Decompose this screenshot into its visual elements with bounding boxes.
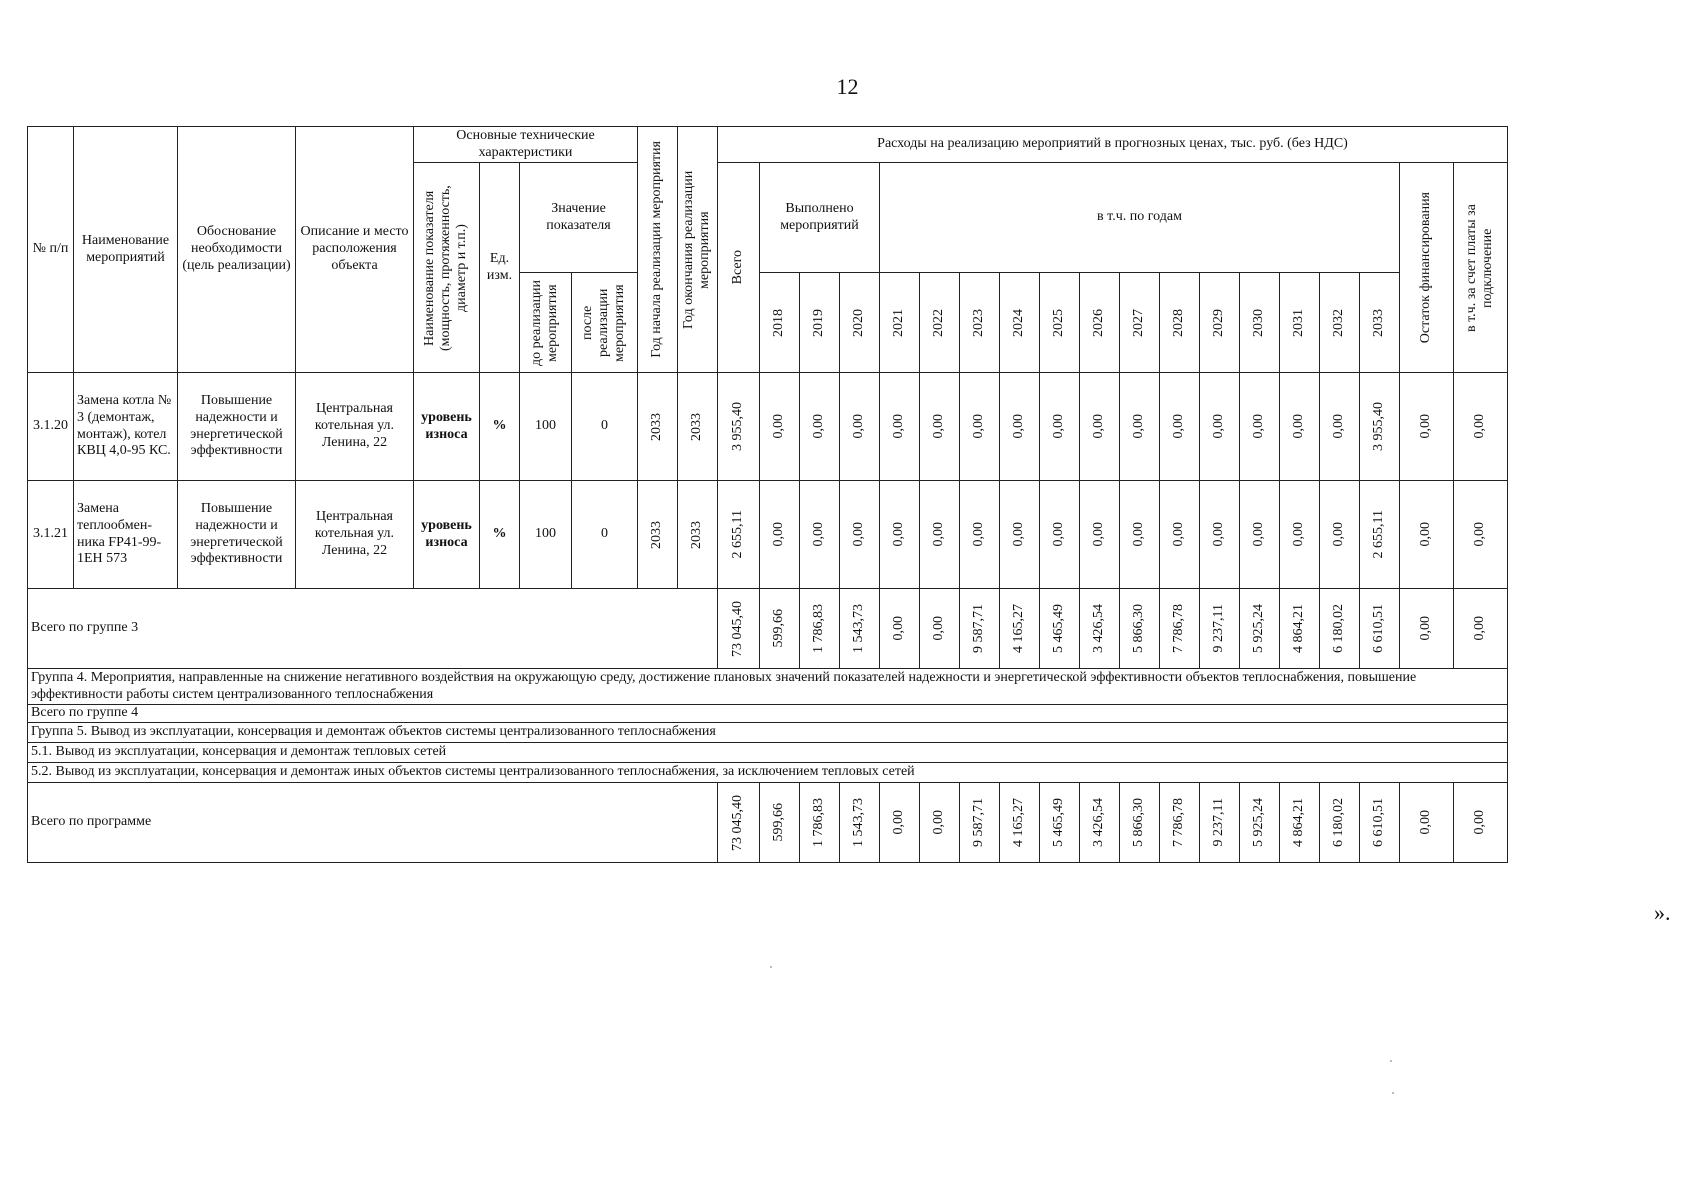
total-year-value: 7 786,78: [1160, 589, 1200, 669]
header-remaining: Остаток финансирования: [1400, 163, 1454, 373]
row-total: 2 655,11: [718, 481, 760, 589]
total-year-value: 599,66: [760, 589, 800, 669]
row-start-year: 2033: [638, 481, 678, 589]
header-justification: Обоснование необходимости (цель реализации): [178, 127, 296, 373]
row-year-value: 0,00: [1240, 481, 1280, 589]
header-num: № п/п: [28, 127, 74, 373]
header-year-2022: 2022: [920, 273, 960, 373]
group3-total-row: [28, 589, 1508, 669]
total-year-value: 0,00: [880, 589, 920, 669]
program-total-row: [28, 783, 1508, 863]
header-year-2032: 2032: [1320, 273, 1360, 373]
row-start-year: 2033: [638, 373, 678, 481]
header-after: после реализации мероприятия: [572, 273, 638, 373]
header-year-2033: 2033: [1360, 273, 1400, 373]
row-year-value: 3 955,40: [1360, 373, 1400, 481]
row-name: Замена теплообмен-ника FP41-99-1EH 573: [74, 481, 178, 589]
investment-program-table: [27, 126, 1508, 863]
total-label: Всего по программе: [28, 783, 718, 863]
total-value: 73 045,40: [718, 589, 760, 669]
group5-1: 5.1. Вывод из эксплуатации, консервация и демонтаж тепловых сетей: [28, 743, 1508, 763]
header-year-2024: 2024: [1000, 273, 1040, 373]
row-total: 3 955,40: [718, 373, 760, 481]
header-year-2023: 2023: [960, 273, 1000, 373]
total-connection-fee: 0,00: [1454, 589, 1508, 669]
total-year-value: 5 925,24: [1240, 783, 1280, 863]
closing-quote: ».: [1654, 900, 1671, 925]
total-year-value: 4 165,27: [1000, 589, 1040, 669]
header-unit: Ед. изм.: [480, 163, 520, 373]
total-year-value: 3 426,54: [1080, 589, 1120, 669]
table-row: [28, 373, 1508, 481]
header-start-year: Год начала реализации мероприятия: [638, 127, 678, 373]
row-justification: Повышение надежности и энергетической эффективности: [178, 373, 296, 481]
row-after: 0: [572, 481, 638, 589]
row-year-value: 0,00: [1200, 481, 1240, 589]
row-year-value: 0,00: [920, 373, 960, 481]
total-year-value: 5 465,49: [1040, 589, 1080, 669]
total-year-value: 1 543,73: [840, 589, 880, 669]
total-value: 73 045,40: [718, 783, 760, 863]
header-done: Выполнено мероприятий: [760, 163, 880, 273]
row-year-value: 0,00: [1040, 481, 1080, 589]
row-location: Центральная котельная ул. Ленина, 22: [296, 373, 414, 481]
row-year-value: 0,00: [1320, 481, 1360, 589]
total-year-value: 0,00: [920, 783, 960, 863]
row-location: Центральная котельная ул. Ленина, 22: [296, 481, 414, 589]
scan-speck: [770, 966, 772, 968]
row-justification: Повышение надежности и энергетической эффективности: [178, 481, 296, 589]
header-year-2025: 2025: [1040, 273, 1080, 373]
total-year-value: 5 866,30: [1120, 589, 1160, 669]
row-year-value: 0,00: [1200, 373, 1240, 481]
total-year-value: 0,00: [920, 589, 960, 669]
total-year-value: 3 426,54: [1080, 783, 1120, 863]
row-end-year: 2033: [678, 481, 718, 589]
header-year-2019: 2019: [800, 273, 840, 373]
header-year-2026: 2026: [1080, 273, 1120, 373]
header-name: Наименование мероприятий: [74, 127, 178, 373]
header-indicator-name: Наименование показателя (мощность, протяженность, диаметр и т.п.): [414, 163, 480, 373]
group5-title: Группа 5. Вывод из эксплуатации, консервация и демонтаж объектов системы централизованного теплоснабжения: [28, 723, 1508, 743]
row-unit: %: [480, 481, 520, 589]
row-year-value: 0,00: [1080, 481, 1120, 589]
row-year-value: 0,00: [1280, 373, 1320, 481]
total-year-value: 5 465,49: [1040, 783, 1080, 863]
row-year-value: 0,00: [880, 373, 920, 481]
total-year-value: 599,66: [760, 783, 800, 863]
total-year-value: 9 237,11: [1200, 589, 1240, 669]
row-year-value: 0,00: [960, 481, 1000, 589]
row-year-value: 0,00: [760, 373, 800, 481]
row-year-value: 0,00: [1320, 373, 1360, 481]
group4-total: Всего по группе 4: [28, 705, 1508, 723]
total-remaining: 0,00: [1400, 783, 1454, 863]
row-remaining: 0,00: [1400, 373, 1454, 481]
header-before: до реализации мероприятия: [520, 273, 572, 373]
row-remaining: 0,00: [1400, 481, 1454, 589]
row-year-value: 0,00: [1240, 373, 1280, 481]
table-row: [28, 481, 1508, 589]
row-year-value: 0,00: [800, 373, 840, 481]
header-year-2021: 2021: [880, 273, 920, 373]
total-year-value: 1 786,83: [800, 589, 840, 669]
header-year-2020: 2020: [840, 273, 880, 373]
total-year-value: 6 180,02: [1320, 589, 1360, 669]
total-year-value: 0,00: [880, 783, 920, 863]
row-year-value: 0,00: [1160, 481, 1200, 589]
total-year-value: 6 610,51: [1360, 589, 1400, 669]
header-year-2031: 2031: [1280, 273, 1320, 373]
total-year-value: 9 587,71: [960, 589, 1000, 669]
row-before: 100: [520, 373, 572, 481]
row-indicator: уровень износа: [414, 373, 480, 481]
total-label: Всего по группе 3: [28, 589, 718, 669]
total-year-value: 4 864,21: [1280, 589, 1320, 669]
row-unit: %: [480, 373, 520, 481]
row-year-value: 0,00: [800, 481, 840, 589]
header-by-years: в т.ч. по годам: [880, 163, 1400, 273]
scan-speck: [1390, 1060, 1392, 1062]
header-tech: Основные технические характеристики: [414, 127, 638, 163]
total-year-value: 7 786,78: [1160, 783, 1200, 863]
row-end-year: 2033: [678, 373, 718, 481]
header-year-2030: 2030: [1240, 273, 1280, 373]
total-year-value: 6 610,51: [1360, 783, 1400, 863]
header-year-2018: 2018: [760, 273, 800, 373]
row-num: 3.1.21: [28, 481, 74, 589]
total-year-value: 1 786,83: [800, 783, 840, 863]
header-value: Значение показателя: [520, 163, 638, 273]
total-year-value: 4 165,27: [1000, 783, 1040, 863]
total-remaining: 0,00: [1400, 589, 1454, 669]
header-total: Всего: [718, 163, 760, 373]
row-name: Замена котла № 3 (демонтаж, монтаж), котел КВЦ 4,0-95 КС.: [74, 373, 178, 481]
row-year-value: 0,00: [1080, 373, 1120, 481]
scan-speck: [1392, 1092, 1394, 1094]
total-year-value: 6 180,02: [1320, 783, 1360, 863]
header-location: Описание и место расположения объекта: [296, 127, 414, 373]
row-year-value: 0,00: [1120, 481, 1160, 589]
row-year-value: 0,00: [1000, 373, 1040, 481]
group5-2: 5.2. Вывод из эксплуатации, консервация и демонтаж иных объектов системы централизованного теплоснабжения, за исключением тепловых сетей: [28, 763, 1508, 783]
total-year-value: 9 587,71: [960, 783, 1000, 863]
row-after: 0: [572, 373, 638, 481]
row-year-value: 0,00: [1040, 373, 1080, 481]
group4-title: Группа 4. Мероприятия, направленные на снижение негативного воздействия на окружающую среду, достижение плановых значений показателей надежности и энергетической эффективности объектов теплоснабжения, повышение эффективности работы систем централизованного теплоснабжения: [28, 669, 1508, 705]
header-connection-fee: в т.ч. за счет платы за подключение: [1454, 163, 1508, 373]
header-year-2029: 2029: [1200, 273, 1240, 373]
row-num: 3.1.20: [28, 373, 74, 481]
row-before: 100: [520, 481, 572, 589]
row-year-value: 0,00: [1000, 481, 1040, 589]
row-year-value: 0,00: [840, 481, 880, 589]
row-year-value: 0,00: [880, 481, 920, 589]
header-expenses: Расходы на реализацию мероприятий в прогнозных ценах, тыс. руб. (без НДС): [718, 127, 1508, 163]
row-year-value: 0,00: [1160, 373, 1200, 481]
row-year-value: 0,00: [1120, 373, 1160, 481]
row-year-value: 0,00: [840, 373, 880, 481]
total-year-value: 5 866,30: [1120, 783, 1160, 863]
row-year-value: 0,00: [760, 481, 800, 589]
total-year-value: 5 925,24: [1240, 589, 1280, 669]
row-year-value: 0,00: [1280, 481, 1320, 589]
total-year-value: 4 864,21: [1280, 783, 1320, 863]
header-year-2027: 2027: [1120, 273, 1160, 373]
row-indicator: уровень износа: [414, 481, 480, 589]
total-year-value: 1 543,73: [840, 783, 880, 863]
row-year-value: 0,00: [960, 373, 1000, 481]
row-year-value: 0,00: [920, 481, 960, 589]
header-year-2028: 2028: [1160, 273, 1200, 373]
total-year-value: 9 237,11: [1200, 783, 1240, 863]
row-connection-fee: 0,00: [1454, 481, 1508, 589]
header-end-year: Год окончания реализации мероприятия: [678, 127, 718, 373]
total-connection-fee: 0,00: [1454, 783, 1508, 863]
row-year-value: 2 655,11: [1360, 481, 1400, 589]
row-connection-fee: 0,00: [1454, 373, 1508, 481]
page-number: 12: [836, 74, 859, 99]
